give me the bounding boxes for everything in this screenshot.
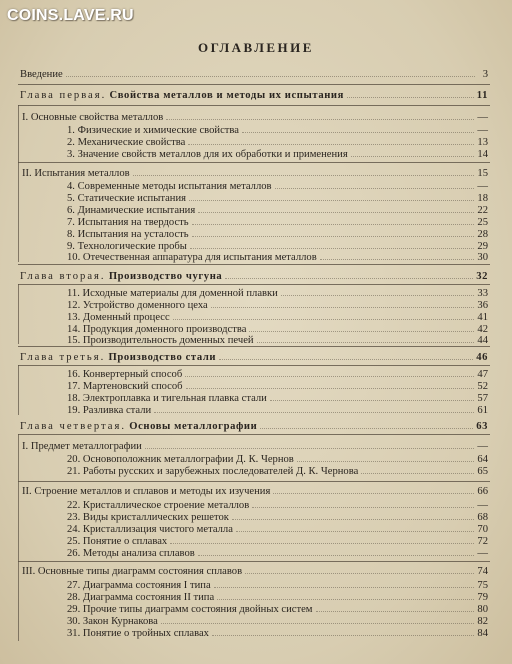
toc-entry: 6. Динамические испытания 22 bbox=[67, 205, 488, 216]
toc-entry: 24. Кристаллизация чистого металла 70 bbox=[67, 524, 488, 535]
divider bbox=[18, 284, 490, 285]
toc-entry: 20. Основоположник металлографии Д. К. Чернов 64 bbox=[67, 454, 488, 465]
toc-entry-intro: Введение 3 bbox=[20, 69, 488, 80]
divider bbox=[18, 481, 490, 482]
divider bbox=[18, 264, 490, 265]
section-bar bbox=[18, 365, 19, 415]
divider bbox=[18, 162, 490, 163]
toc-entry: 15. Производительность доменных печей 44 bbox=[67, 335, 488, 346]
divider bbox=[18, 105, 490, 106]
toc-entry: 17. Мартеновский способ 52 bbox=[67, 381, 488, 392]
section-bar bbox=[18, 162, 19, 262]
section-bar bbox=[18, 481, 19, 561]
toc-chapter-2: Глава вторая. Производство чугуна 32 bbox=[20, 271, 488, 282]
toc-entry: 1. Физические и химические свойства — bbox=[67, 125, 488, 136]
toc-section: I. Основные свойства металлов — bbox=[22, 112, 488, 123]
toc-entry: 8. Испытания на усталость 28 bbox=[67, 229, 488, 240]
toc-section: III. Основные типы диаграмм состояния сплавов 74 bbox=[22, 566, 488, 577]
toc-entry: 30. Закон Курнакова 82 bbox=[67, 616, 488, 627]
toc-entry: 19. Разливка стали 61 bbox=[67, 405, 488, 416]
toc-entry: 28. Диаграмма состояния II типа 79 bbox=[67, 592, 488, 603]
divider bbox=[18, 561, 490, 562]
watermark-text: COINS.LAVE.RU bbox=[7, 7, 134, 24]
toc-chapter-3: Глава третья. Производство стали 46 bbox=[20, 352, 488, 363]
page-title: ОГЛАВЛЕНИЕ bbox=[198, 40, 314, 55]
toc-entry: 25. Понятие о сплавах 72 bbox=[67, 536, 488, 547]
section-bar bbox=[18, 284, 19, 344]
toc-entry: 13. Доменный процесс 41 bbox=[67, 312, 488, 323]
toc-entry: 4. Современные методы испытания металлов — bbox=[67, 181, 488, 192]
divider bbox=[18, 365, 490, 366]
divider bbox=[18, 84, 490, 85]
toc-section: II. Испытания металлов 15 bbox=[22, 168, 488, 179]
section-bar bbox=[18, 105, 19, 162]
toc-entry: 22. Кристаллическое строение металлов — bbox=[67, 500, 488, 511]
toc-entry: 23. Виды кристаллических решеток 68 bbox=[67, 512, 488, 523]
toc-entry: 9. Технологические пробы 29 bbox=[67, 241, 488, 252]
section-bar bbox=[18, 434, 19, 481]
toc-entry: 10. Отечественная аппаратура для испытания металлов 30 bbox=[67, 252, 488, 263]
toc-chapter-1: Глава первая. Свойства металлов и методы их испытания 11 bbox=[20, 90, 488, 101]
toc-section: I. Предмет металлографии — bbox=[22, 441, 488, 452]
toc-entry: 27. Диаграмма состояния I типа 75 bbox=[67, 580, 488, 591]
toc-entry: 26. Методы анализа сплавов — bbox=[67, 548, 488, 559]
toc-entry: 11. Исходные материалы для доменной плавки 33 bbox=[67, 288, 488, 299]
toc-entry: 29. Прочие типы диаграмм состояния двойных систем 80 bbox=[67, 604, 488, 615]
divider bbox=[18, 434, 490, 435]
toc-entry: 5. Статические испытания 18 bbox=[67, 193, 488, 204]
section-bar bbox=[18, 561, 19, 641]
toc-entry: 2. Механические свойства 13 bbox=[67, 137, 488, 148]
toc-entry: 7. Испытания на твердость 25 bbox=[67, 217, 488, 228]
toc-entry: 21. Работы русских и зарубежных последователей Д. К. Чернова 65 bbox=[67, 466, 488, 477]
toc-entry: 18. Электроплавка и тигельная плавка стали 57 bbox=[67, 393, 488, 404]
toc-entry: 12. Устройство доменного цеха 36 bbox=[67, 300, 488, 311]
toc-section: II. Строение металлов и сплавов и методы их изучения 66 bbox=[22, 486, 488, 497]
toc-entry: 14. Продукция доменного производства 42 bbox=[67, 324, 488, 335]
divider bbox=[18, 346, 490, 347]
toc-chapter-4: Глава четвертая. Основы металлографии 63 bbox=[20, 421, 488, 432]
toc-entry: 31. Понятие о тройных сплавах 84 bbox=[67, 628, 488, 639]
toc-entry: 3. Значение свойств металлов для их обработки и применения 14 bbox=[67, 149, 488, 160]
toc-entry: 16. Конвертерный способ 47 bbox=[67, 369, 488, 380]
